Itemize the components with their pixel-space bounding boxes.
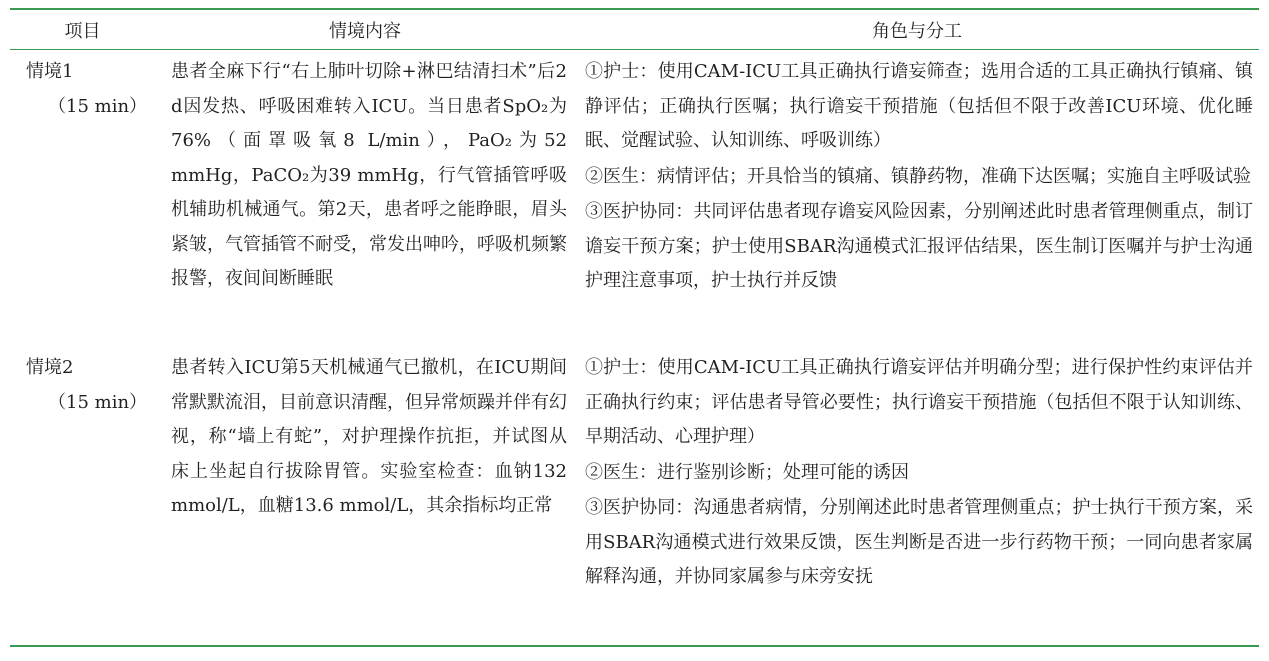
role-nurse: ①护士：使用CAM-ICU工具正确执行谵妄筛查；选用合适的工具正确执行镇痛、镇静评估；正确执行医嘱；执行谵妄干预措施（包括但不限于改善ICU环境、优化睡眠、觉醒试验、认知训练、呼吸训练） [585,61,1253,151]
scenario-duration: （15 min） [48,391,148,413]
scenario-content: 患者转入ICU第5天机械通气已撤机，在ICU期间常默默流泪，目前意识清醒，但异常烦躁并伴有幻视，称“墙上有蛇”，对护理操作抗拒，并试图从床上坐起自行拔除胃管。实验室检查：血钠132 mmol/L，血糖13.6 mmol/L，其余指标均正常 [171,357,567,516]
scenario-duration: （15 min） [48,95,148,117]
scenario-content: 患者全麻下行“右上肺叶切除+淋巴结清扫术”后2 d因发热、呼吸困难转入ICU。当日患者SpO₂为76%（面罩吸氧8 L/min），PaO₂为52 mmHg，PaCO₂为39 mmHg，行气管插管呼吸机辅助机械通气。第2天，患者呼之能睁眼，眉头紧皱，气管插管不耐受，常发出呻吟，呼吸机频繁报警，夜间间断睡眠 [171,61,567,289]
table-header [10,10,1259,50]
header-roles: 角色与分工 [872,20,962,42]
scenario-id-cell [10,351,155,645]
table-row [10,351,1259,645]
role-collaboration: ③医护协同：共同评估患者现存谵妄风险因素，分别阐述此时患者管理侧重点，制订谵妄干预方案；护士使用SBAR沟通模式汇报评估结果，医生制订医嘱并与护士沟通护理注意事项，护士执行并反馈 [585,201,1253,291]
roles-cell [575,351,1259,645]
roles-cell [575,55,1259,351]
scenario-table [10,8,1259,647]
scenario-label: 情境1 [26,61,74,82]
role-nurse: ①护士：使用CAM-ICU工具正确执行谵妄评估并明确分型；进行保护性约束评估并正确执行约束；评估患者导管必要性；执行谵妄干预措施（包括但不限于认知训练、早期活动、心理护理） [585,357,1253,447]
scenario-label: 情境2 [26,357,74,378]
scenario-id-cell [10,55,155,351]
role-collaboration: ③医护协同：沟通患者病情，分别阐述此时患者管理侧重点；护士执行干预方案，采用SBAR沟通模式进行效果反馈，医生判断是否进一步行药物干预；一同向患者家属解释沟通，并协同家属参与床旁安抚 [585,497,1253,587]
role-doctor: ②医生：病情评估；开具恰当的镇痛、镇静药物，准确下达医嘱；实施自主呼吸试验 [585,165,1251,187]
header-item: 项目 [64,20,101,42]
role-doctor: ②医生：进行鉴别诊断；处理可能的诱因 [585,461,909,483]
table-row [10,50,1259,351]
header-scenario: 情境内容 [329,20,401,42]
